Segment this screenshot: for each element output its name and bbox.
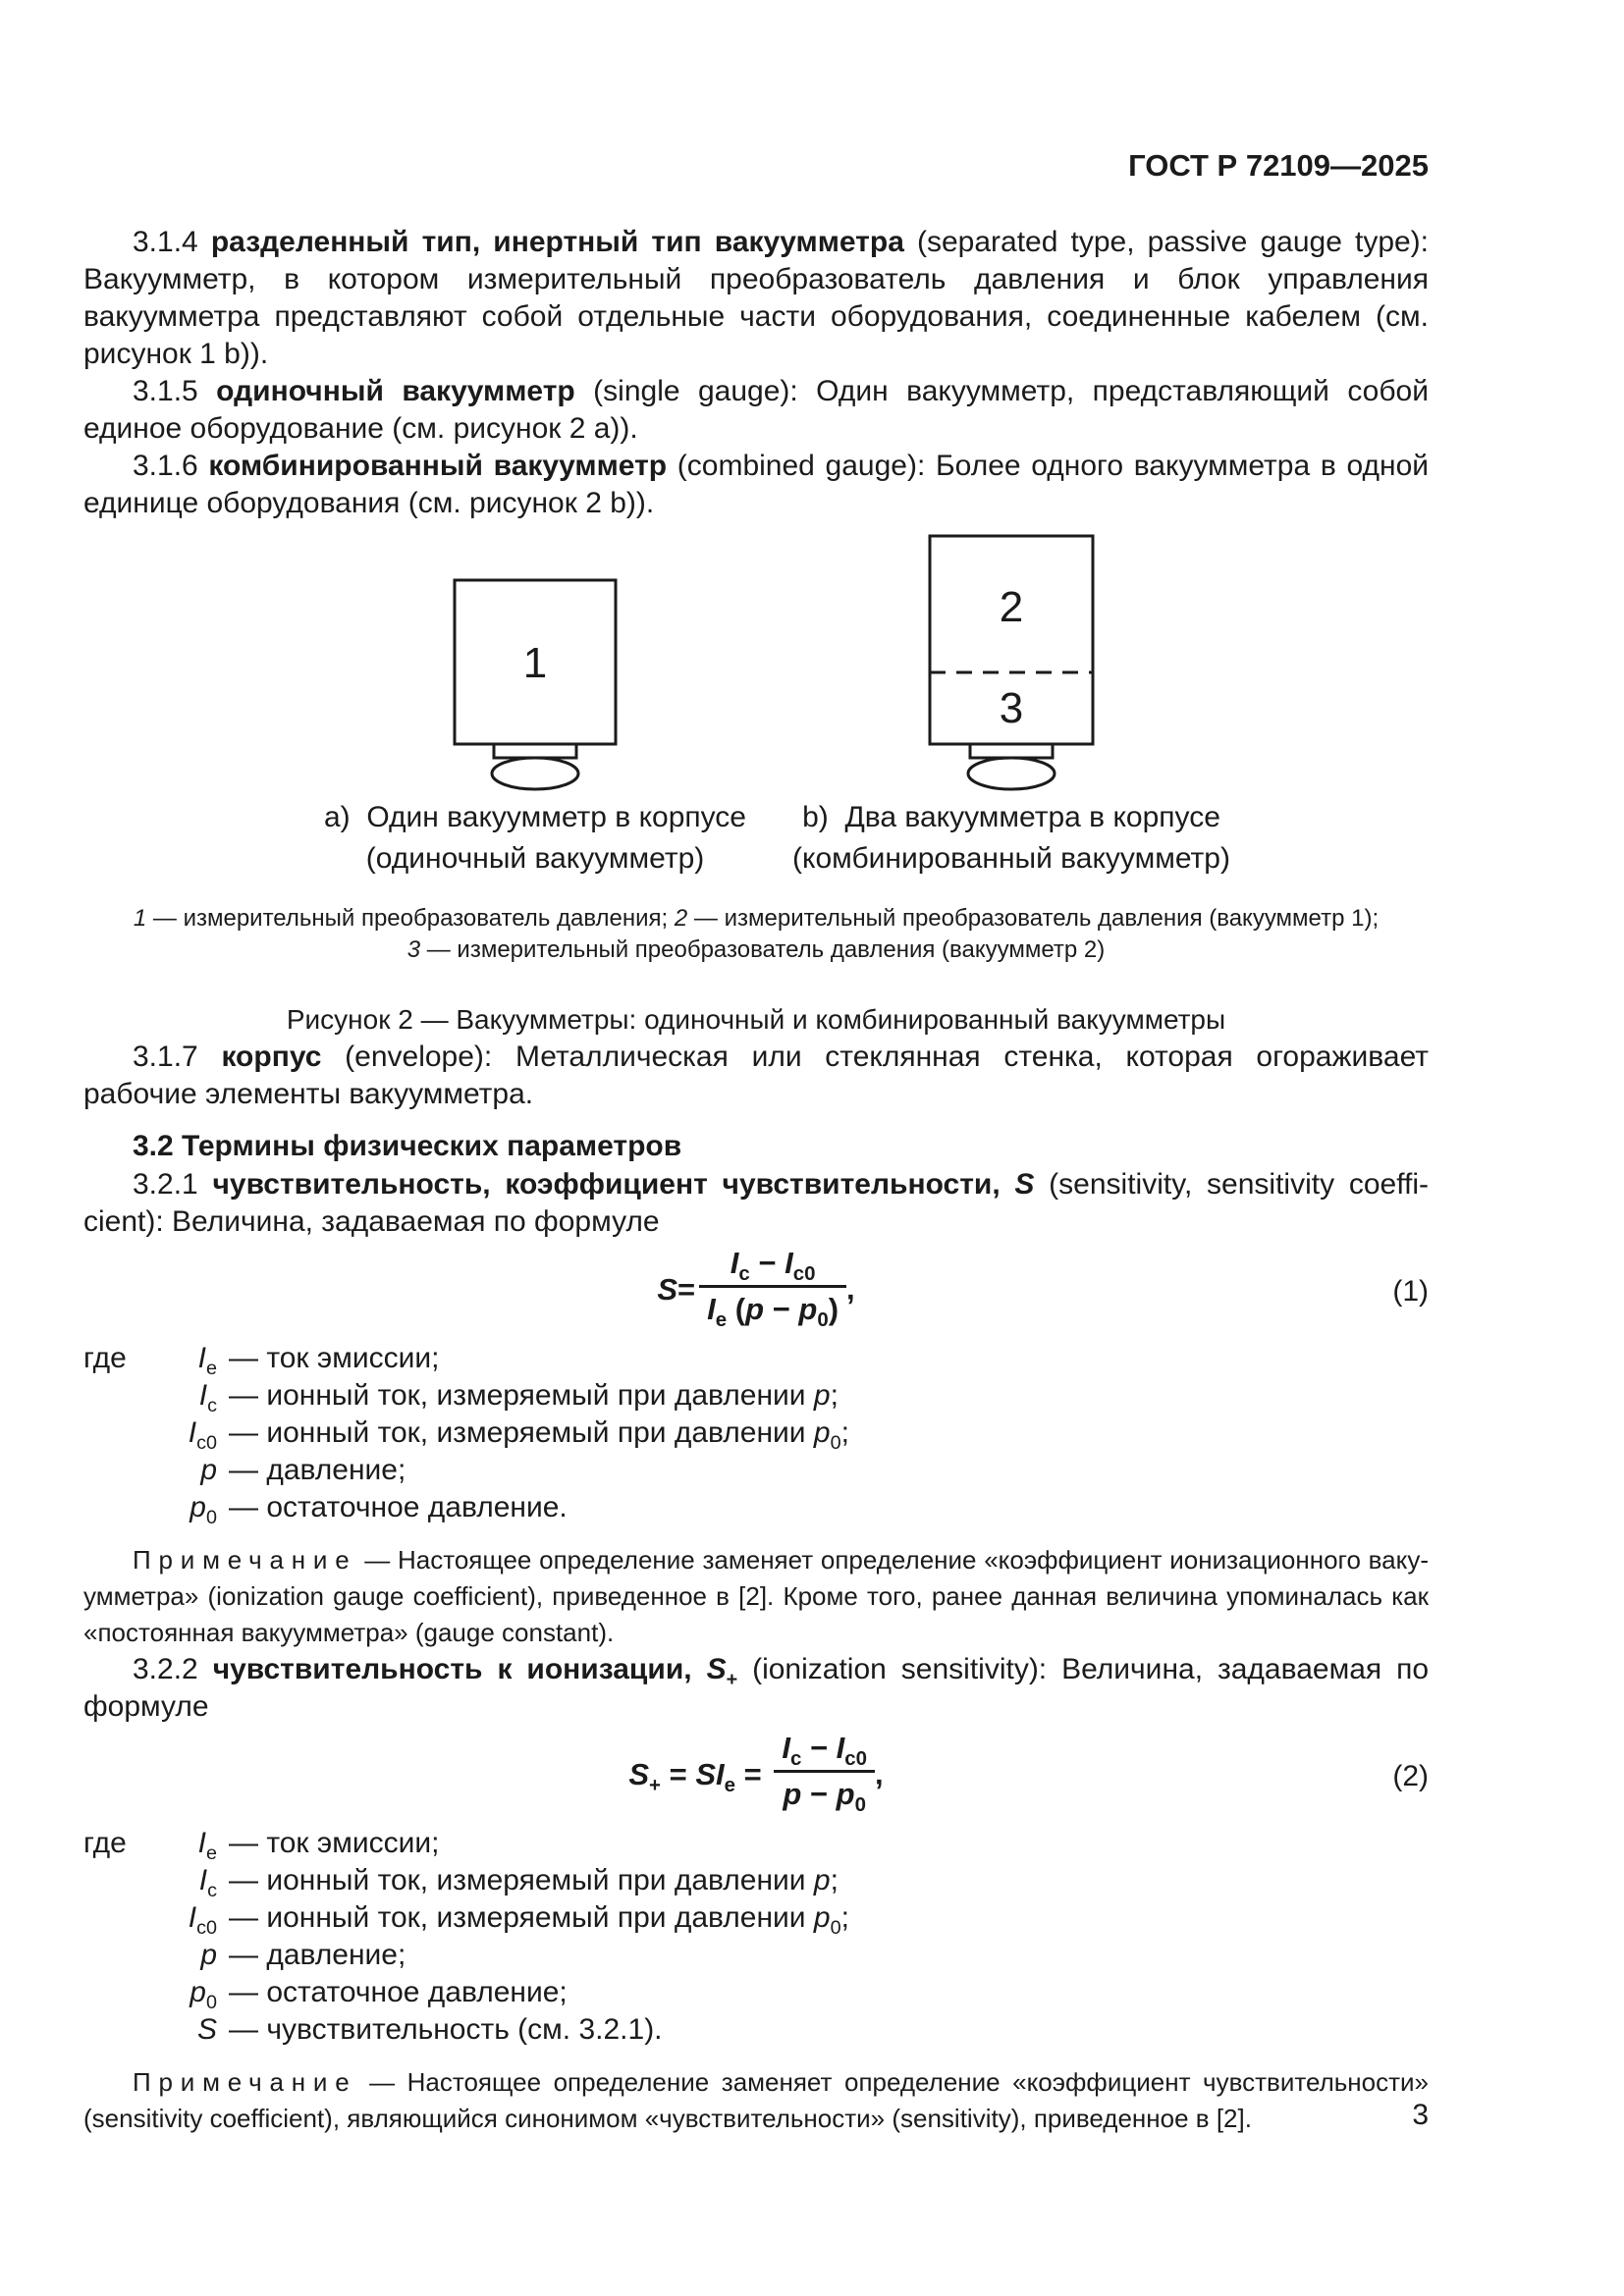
where-prefix xyxy=(83,2011,144,2049)
formula-2-tail: , xyxy=(875,1756,884,1791)
where-description: — ионный ток, измеряемый при давлении $p_0$; xyxy=(229,1416,849,1454)
where-description: — ионный ток, измеряемый при давлении $p_0$; xyxy=(229,1901,849,1939)
where-symbol: $I_c$ xyxy=(198,1864,217,1901)
where-symbol: $p_0$ xyxy=(189,1976,217,2013)
formula-1-numerator: $I_c - I_{c0}$ xyxy=(699,1244,846,1288)
where-row xyxy=(83,1937,1429,1974)
document-header: ГОСТ Р 72109—2025 xyxy=(1128,148,1429,183)
equation-number-1: (1) xyxy=(1392,1274,1429,1308)
formula-1 xyxy=(83,1246,1429,1334)
note-2 xyxy=(83,2064,1429,2137)
paragraph-3-1-4: 3.1.4 разделенный тип, инертный тип вакуумметра (separated type, passive gauge type): Вакуумметр, в котором измерительный преобразователь давления и блок управления вакуумметра представляют собой отдельные части оборудования, соединенные кабелем (см. рисунок 1 b)). xyxy=(83,226,1430,370)
flange-a xyxy=(494,744,576,758)
note-2-body: — Настоящее определение заменяет определение «коэффициент чувствительности» (sensitivity coefficient), являющийся синонимом «чувствительности» (sensitivity), приведенное в [2]. xyxy=(83,2067,1429,2133)
where-description: — давление; xyxy=(229,1454,406,1486)
where-symbol: $I_e$ xyxy=(197,1342,217,1379)
where-description: — ионный ток, измеряемый при давлении p; xyxy=(229,1864,839,1896)
figure-legend-line-2: 3 — измерительный преобразователь давления (вакуумметр 2) xyxy=(406,936,1106,963)
where-list-1 xyxy=(83,1340,1429,1526)
where-row xyxy=(83,1452,1429,1489)
section-heading-3-2: 3.2 Термины физических параметров xyxy=(133,1130,682,1162)
where-prefix: где xyxy=(83,1827,127,1859)
where-prefix xyxy=(83,1377,144,1415)
where-prefix xyxy=(83,1974,144,2011)
where-prefix xyxy=(83,1489,144,1526)
box-label-1: 1 xyxy=(522,639,548,687)
note-1 xyxy=(83,1542,1429,1651)
where-symbol: S xyxy=(196,2013,217,2046)
paragraph-3-1-5: 3.1.5 одиночный вакуумметр (single gauge): Один вакуумметр, представляющий собой единое оборудование (см. рисунок 2 а)). xyxy=(83,375,1429,445)
where-list-2 xyxy=(83,1825,1429,2049)
note-1-label: Примечание xyxy=(133,1545,357,1575)
where-description: — ионный ток, измеряемый при давлении p; xyxy=(229,1379,839,1412)
page-number: 3 xyxy=(1412,2099,1429,2131)
formula-1-tail: , xyxy=(846,1271,855,1307)
subfigure-b xyxy=(792,528,1230,880)
where-row xyxy=(83,1974,1429,2011)
where-description: — остаточное давление. xyxy=(229,1491,568,1523)
formula-2-numerator: $I_c - I_{c0}$ xyxy=(774,1729,875,1773)
caption-a-line-2: (одиночный вакуумметр) xyxy=(365,842,705,875)
where-row xyxy=(83,1489,1429,1526)
caption-b-line-1: b) Два вакуумметра в корпусе xyxy=(802,801,1220,833)
where-row xyxy=(83,2011,1429,2049)
gauge-drawing-single xyxy=(368,528,702,791)
figure-legend-line-1: 1 — измерительный преобразователь давления; 2 — измерительный преобразователь давления (вакуумметр 1); xyxy=(133,905,1380,932)
where-row xyxy=(83,1340,1429,1377)
vacuum-port-ellipse-b xyxy=(968,758,1055,789)
box-label-2: 2 xyxy=(999,583,1024,631)
where-description: — давление; xyxy=(229,1939,406,1971)
where-prefix xyxy=(83,1899,144,1937)
where-prefix: где xyxy=(83,1342,127,1374)
formula-1-lhs: S= xyxy=(657,1271,696,1307)
caption-b-line-2: (комбинированный вакуумметр) xyxy=(792,842,1230,875)
gauge-drawing-combined xyxy=(844,528,1178,791)
figure-2 xyxy=(83,528,1429,1039)
where-symbol: $I_{c0}$ xyxy=(188,1901,217,1939)
where-prefix xyxy=(83,1862,144,1899)
where-symbol: $I_{c0}$ xyxy=(188,1416,217,1454)
where-symbol: p xyxy=(200,1939,217,1971)
where-symbol: $I_c$ xyxy=(198,1379,217,1416)
where-symbol: $I_e$ xyxy=(197,1827,217,1864)
where-row xyxy=(83,1899,1429,1937)
where-row xyxy=(83,1415,1429,1452)
figure-2-drawings xyxy=(83,528,1429,880)
vacuum-port-ellipse-a xyxy=(492,758,578,789)
where-symbol: p xyxy=(200,1454,217,1486)
formula-1-denominator: $I_e$ $(p - p_0)$ xyxy=(707,1292,839,1332)
paragraph-3-1-6: 3.1.6 комбинированный вакуумметр (combined gauge): Более одного вакуумметра в одной единице оборудования (см. рисунок 2 b)). xyxy=(83,450,1430,519)
where-description: — ток эмиссии; xyxy=(229,1827,440,1859)
formula-2-denominator: $p - p_0$ xyxy=(783,1777,866,1817)
equation-number-2: (2) xyxy=(1392,1759,1429,1792)
figure-legend xyxy=(83,903,1429,966)
where-prefix xyxy=(83,1415,144,1452)
where-prefix xyxy=(83,1452,144,1489)
note-1-body: — Настоящее определение заменяет определение «коэффициент ионизационного вакуумметра» (ionization gauge coefficient), приведенное в [2]. Кроме того, ранее данная величина упоминалась как «постоянная вакуумметра» (gauge constant). xyxy=(83,1545,1429,1647)
caption-a-line-1: a) Один вакуумметр в корпусе xyxy=(324,801,746,833)
paragraph-3-2-1: 3.2.1 чувствительность, коэффициент чувствительности, S (sensitivity, sensitivity coefficient): Величина, задаваемая по формуле xyxy=(83,1168,1429,1238)
where-symbol: $p_0$ xyxy=(189,1491,217,1528)
where-prefix xyxy=(83,1937,144,1974)
where-row xyxy=(83,1862,1429,1899)
formula-2 xyxy=(83,1731,1429,1819)
flange-b xyxy=(970,744,1053,758)
where-description: — остаточное давление; xyxy=(229,1976,568,2008)
where-description: — чувствительность (см. 3.2.1). xyxy=(229,2013,663,2046)
where-row xyxy=(83,1825,1429,1862)
formula-2-lhs: $S_+ = SI_e$ = xyxy=(628,1756,771,1796)
figure-title: Рисунок 2 — Вакуумметры: одиночный и комбинированный вакуумметры xyxy=(286,1004,1226,1035)
where-description: — ток эмиссии; xyxy=(229,1342,440,1374)
subfigure-a xyxy=(324,528,746,880)
formula-2-fraction xyxy=(774,1729,875,1817)
box-label-3: 3 xyxy=(999,684,1024,732)
paragraph-3-1-7: 3.1.7 корпус (envelope): Металлическая или стеклянная стенка, которая огораживает рабочие элементы вакуумметра. xyxy=(83,1041,1429,1110)
note-2-label: Примечание xyxy=(133,2067,357,2097)
formula-1-fraction xyxy=(699,1244,846,1332)
paragraph-3-2-2: 3.2.2 чувствительность к ионизации, $S_+$ (ionization sensitivity): Величина, задаваемая по формуле xyxy=(83,1653,1430,1723)
where-row xyxy=(83,1377,1429,1415)
